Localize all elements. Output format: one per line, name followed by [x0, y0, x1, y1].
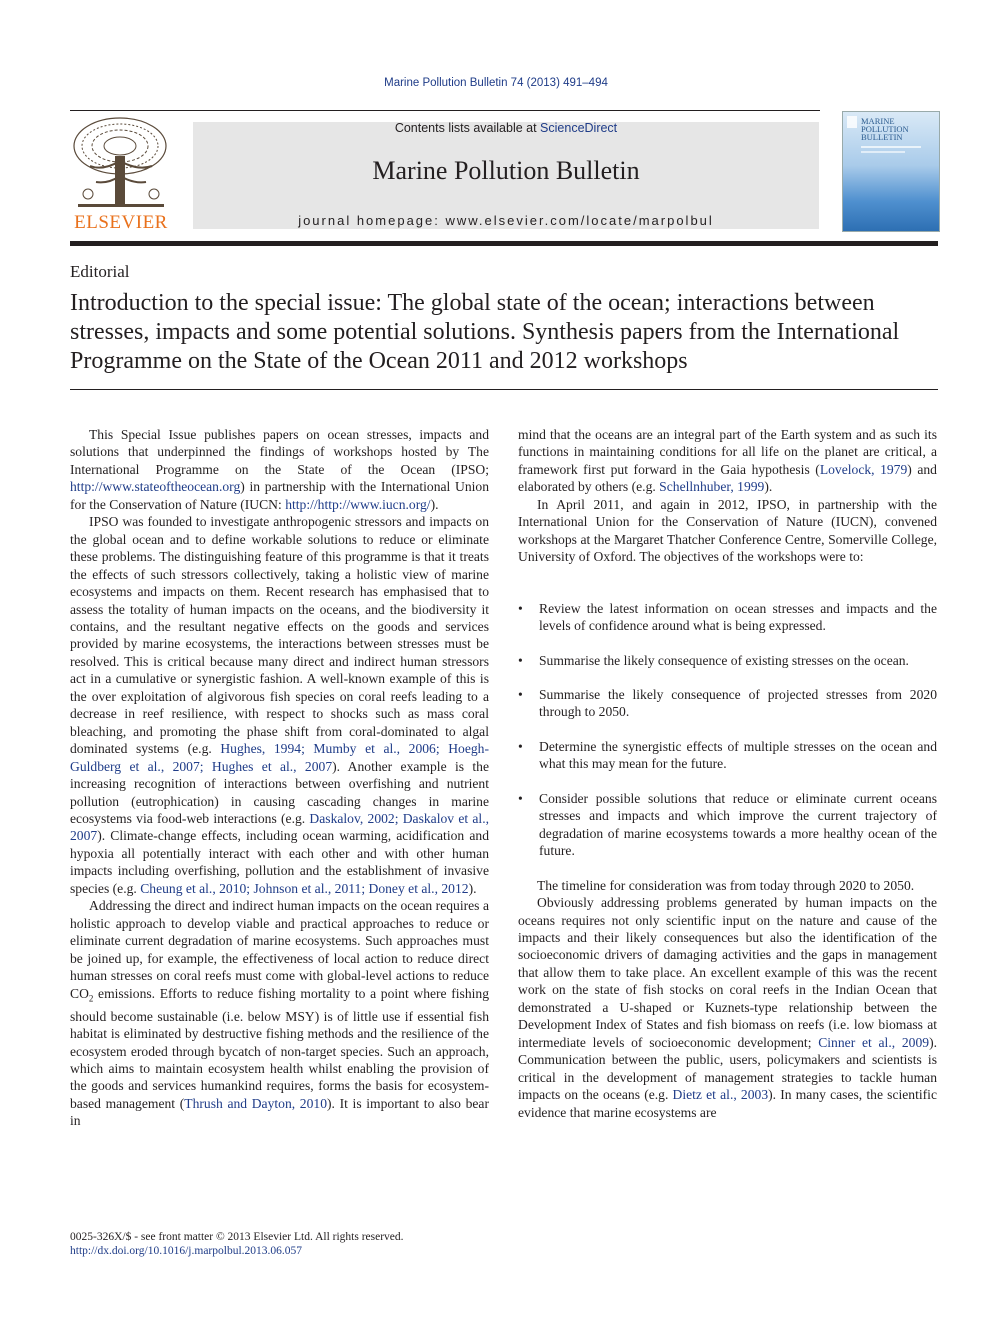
bullet-icon: •	[518, 738, 523, 754]
citation-link[interactable]: Schellnhuber, 1999	[659, 479, 765, 495]
citation-link[interactable]: Lovelock, 1979	[819, 461, 908, 477]
contents-line	[193, 121, 819, 135]
objective-bullet: • Summarise the likely consequence of existing stresses on the ocean.	[518, 652, 909, 668]
title-rule	[70, 389, 938, 390]
doi-link[interactable]: http://dx.doi.org/10.1016/j.marpolbul.2013.06.057	[70, 1245, 303, 1257]
citation-link[interactable]: Hughes, 1994; Mumby et al., 2006; Hoegh-Guldberg et al., 2007; Hughes et al., 2007	[70, 741, 489, 774]
elsevier-tree-icon	[68, 116, 174, 212]
paragraph-3: Addressing the direct and indirect human impacts on the ocean requires a holistic approach to develop viable and practical approaches to reduce or eliminate current degradation of marine ecosystems. Such approaches must be joined up, for example, the effectiveness of local action to reduce direct human stresses on coral reefs must come with global-level actions to reduce $CO_2$ emissions. Efforts to reduce fishing mortality to a point where fishing should become sustainable (i.e. below MSY) is of little use if essential fish habitat is eliminated by destructive fishing methods and the resilience of the ecosystem eroded through bycatch of non-target species. Such an approach, which aims to maintain ecosystem health whilst enabling the provision of the goods and services humankind requires, forms the basis for ecosystem-based management (Thrush and Dayton, 2010). It is important to also bear in	[70, 898, 489, 1129]
body-column-left	[70, 426, 489, 1220]
elsevier-wordmark: ELSEVIER	[74, 212, 168, 233]
journal-title: Marine Pollution Bulletin	[372, 156, 640, 185]
masthead-rule	[70, 241, 938, 246]
journal-cover-thumbnail[interactable]	[842, 111, 940, 232]
paragraph-5: The timeline for consideration was from today through 2020 to 2050.	[537, 877, 915, 893]
bullet-icon: •	[518, 652, 523, 668]
objective-bullet: • Review the latest information on ocean stresses and impacts and the levels of confidence around what is being expressed.	[518, 600, 937, 634]
objective-bullet: • Determine the synergistic effects of multiple stresses on the ocean and what this may mean for the future.	[518, 738, 937, 772]
journal-citation[interactable]: Marine Pollution Bulletin 74 (2013) 491–494	[384, 77, 608, 89]
paragraph-2: IPSO was founded to investigate anthropogenic stressors and impacts on the global ocean and to define workable solutions to reduce or eliminate these problems. The distinguishing feature of this programme is that it treats the effects of such stressors collectively, taking a holistic view of marine ecosystems and impacts on them. Recent research has emphasised that to assess the totality of human impacts on the oceans, and the biodiversity it contains, and the resultant negative effects on the goods and services provided by marine ecosystems, the interactions between stresses must be resolved. This is critical because many direct and indirect human stressors act in a cumulative or synergistic fashion. A well-known example of this is the over exploitation of algivorous fish species on coral reefs leading to a decrease in reef resilience, with respect to shocks such as mass coral bleaching, and promoting the phase shift from coral-dominated to algal dominated systems (e.g. Hughes, 1994; Mumby et al., 2006; Hoegh-Guldberg et al., 2007; Hughes et al., 2007). Another example is the increasing recognition of interactions between overfishing and nutrient pollution (eutrophication) in causing cascading changes in marine ecosystems via food-web interactions (e.g. Daskalov, 2002; Daskalov et al., 2007). Climate-change effects, including ocean warming, acidification and hypoxia all potentially interact with each other and with other human impacts including overfishing, pollution and the establishment of invasive species (e.g. Cheung et al., 2010; Johnson et al., 2011; Doney et al., 2012).	[70, 514, 489, 896]
citation-link[interactable]: Cinner et al., 2009	[818, 1034, 930, 1050]
cover-title: MARINE POLLUTION BULLETIN	[861, 116, 909, 142]
objective-bullet: • Summarise the likely consequence of projected stresses from 2020 through to 2050.	[518, 686, 937, 720]
contents-prefix: Contents lists available at	[394, 121, 541, 135]
body-column-right	[518, 426, 937, 1220]
paragraph-1: This Special Issue publishes papers on ocean stresses, impacts and solutions that underpinned the findings of workshops hosted by The International Programme on the State of the Ocean (IPSO; http://www.stateoftheocean.org) in partnership with the International Union for the Conservation of Nature (IUCN: http://http://www.iucn.org/).	[70, 427, 489, 512]
objective-bullet: • Consider possible solutions that reduce or eliminate current oceans stresses and impacts and which improve the current trajectory of degradation of marine ecosystems towards a more healthy ocean of the future.	[518, 790, 937, 859]
journal-homepage-link[interactable]: journal homepage: www.elsevier.com/locate/marpolbul	[298, 213, 714, 228]
elsevier-logo[interactable]	[68, 116, 174, 234]
citation-link[interactable]: Cheung et al., 2010; Johnson et al., 2011; Doney et al., 2012	[140, 880, 469, 896]
paragraph-6: Obviously addressing problems generated by human impacts on the oceans requires not only scientific input on the nature and cause of the impacts and their likely consequences but also the identification of the socioeconomic drivers of damaging activities and the gaps in management that allow them to take place. An excellent example of this was the recent work on the state of fish stocks on coral reefs in the Indian Ocean that demonstrated a U-shaped or Kuznets-type relationship between the Development Index of States and fish biomass on reefs (i.e. low biomass at intermediate levels of socioeconomic development; Cinner et al., 2009). Communication between the public, users, policymakers and scientists is critical in the development of management strategies to tackle human impacts on the oceans (e.g. Dietz et al., 2003). In many cases, the scientific evidence that marine ecosystems are	[518, 895, 937, 1120]
journal-masthead	[193, 122, 819, 229]
paragraph-3-continuation: ). It is important to also bear in	[70, 1095, 489, 1129]
header-rule	[70, 110, 820, 111]
issn-line: 0025-326X/$ - see front matter © 2013 Elsevier Ltd. All rights reserved.	[70, 1231, 404, 1243]
article-title: Introduction to the special issue: The global state of the ocean; interactions between stresses, impacts and some potential solutions. Synthesis papers from the International Programme on the State of the Ocean 2011 and 2012 workshops	[70, 290, 900, 374]
bullet-icon: •	[518, 686, 523, 702]
citation-link[interactable]: Dietz et al., 2003	[672, 1087, 769, 1103]
footer	[70, 1230, 404, 1258]
sciencedirect-link[interactable]: ScienceDirect	[540, 121, 618, 135]
iucn-url-link[interactable]: http://http://www.iucn.org/	[285, 496, 431, 512]
ipso-url-link[interactable]: http://www.stateoftheocean.org	[70, 479, 241, 495]
paragraph-4: In April 2011, and again in 2012, IPSO, in partnership with the International Union for the Conservation of Nature (IUCN), convened workshops at the Margaret Thatcher Conference Centre, Somerville College, University of Oxford. The objectives of the workshops were to:	[518, 496, 937, 565]
paragraph-3-continued: mind that the oceans are an integral part of the Earth system and as such its functions in maintaining conditions for all life on the planet are critical, a framework first put forward in the Gaia hypothesis (Lovelock, 1979) and elaborated by others (e.g. Schellnhuber, 1999).	[518, 427, 937, 495]
bullet-icon: •	[518, 600, 523, 616]
citation-link[interactable]: Daskalov, 2002; Daskalov et al., 2007	[70, 810, 489, 844]
article-section-label: Editorial	[70, 262, 130, 281]
bullet-icon: •	[518, 790, 523, 806]
citation-link[interactable]: Thrush and Dayton, 2010	[184, 1095, 327, 1111]
